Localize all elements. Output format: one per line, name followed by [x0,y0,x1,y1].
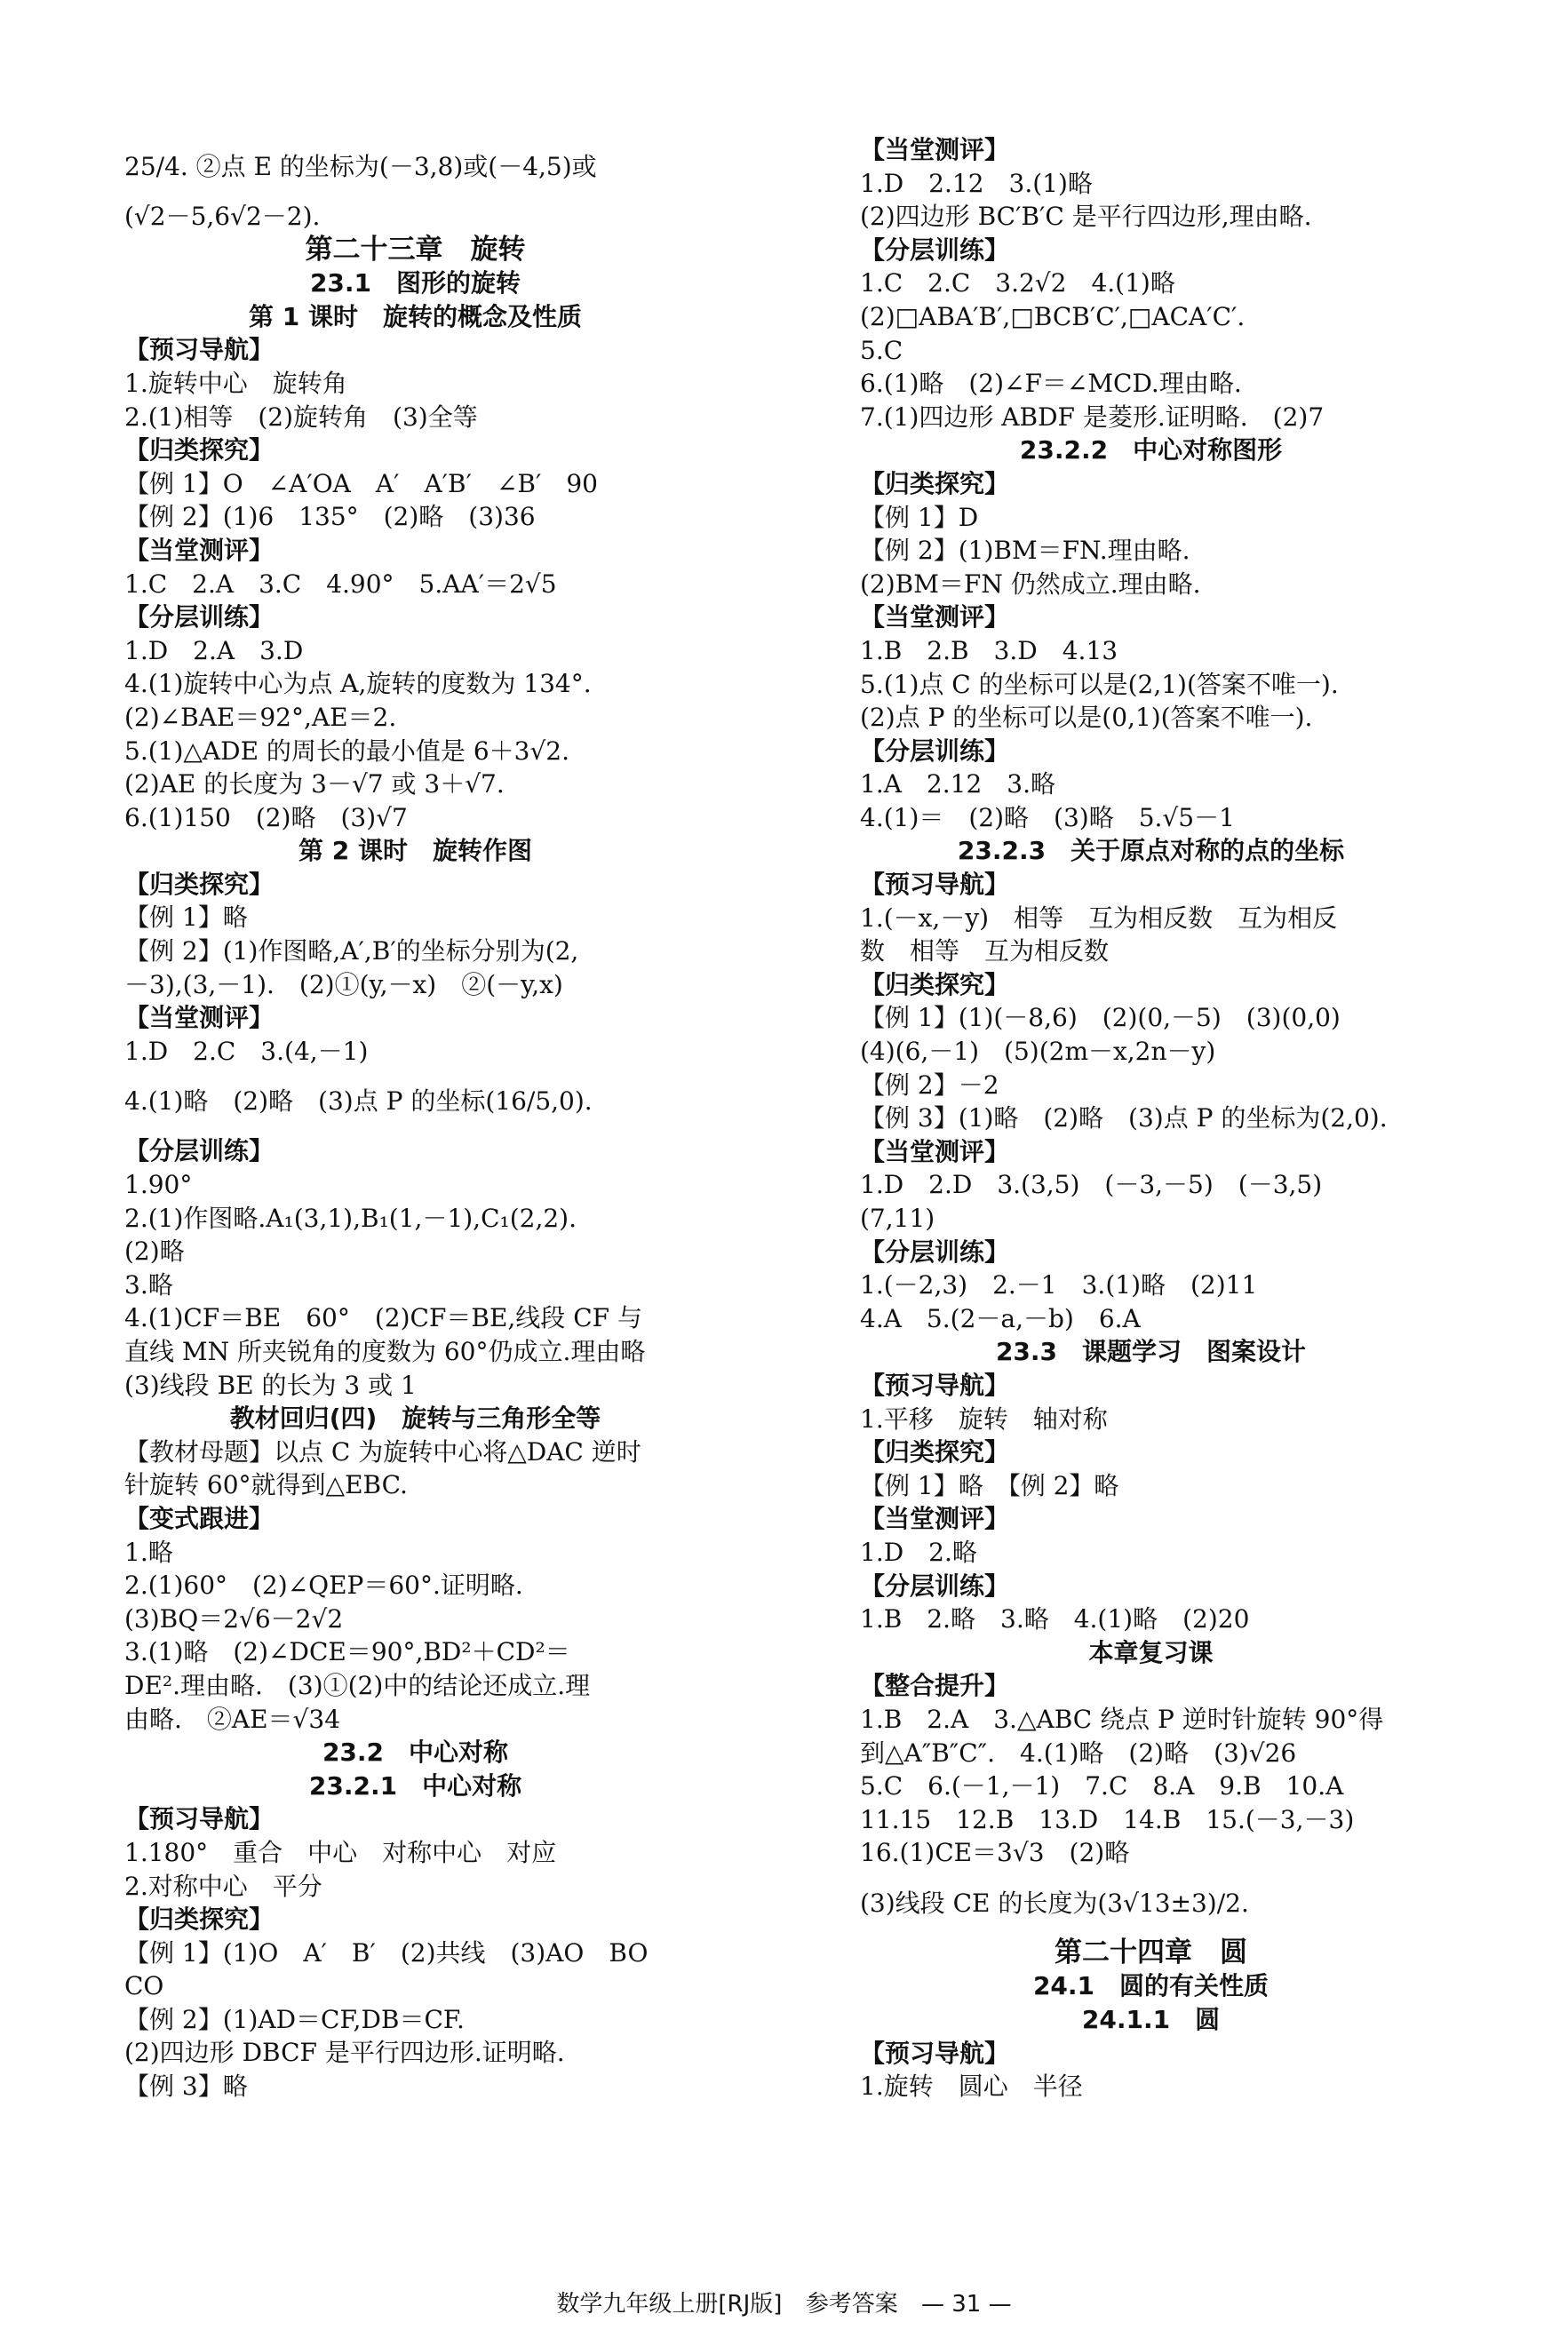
left-line: 6.(1)150 (2)略 (3)√7 [124,802,408,832]
left-line: 1.D 2.A 3.D [124,635,304,665]
left-section-heading: 【当堂测评】 [124,1003,275,1033]
left-line: 【例 3】略 [124,2072,248,2102]
right-section-heading: 【当堂测评】 [860,602,1010,632]
left-section-heading: 【分层训练】 [124,602,275,632]
left-line: 2.(1)作图略.A₁(3,1),B₁(1,－1),C₁(2,2). [124,1203,577,1233]
right-line: 1.(－2,3) 2.－1 3.(1)略 (2)11 [860,1270,1258,1300]
page-footer [0,2286,1568,2318]
right-section-heading: 【分层训练】 [860,736,1010,766]
left-lesson-title: 23.2 中心对称 [322,1738,509,1768]
right-line: 【例 3】(1)略 (2)略 (3)点 P 的坐标为(2,0). [860,1103,1388,1133]
right-lesson-title: 23.3 课题学习 图案设计 [995,1337,1307,1367]
left-line: 【例 2】(1)6 135° (2)略 (3)36 [124,502,536,532]
left-section-heading: 【预习导航】 [124,1804,275,1834]
right-line: 【例 2】－2 [860,1070,999,1100]
left-line: 1.D 2.C 3.(4,－1) [124,1036,369,1066]
right-line: (7,11) [860,1204,935,1233]
left-line: 【例 1】略 [124,903,248,933]
right-line: 1.D 2.略 [860,1537,977,1567]
left-line: 由略. ②AE＝√34 [124,1704,341,1734]
right-line: 4.(1)＝ (2)略 (3)略 5.√5－1 [860,802,1235,832]
left-line: 4.(1)CF＝BE 60° (2)CF＝BE,线段 CF 与 [124,1303,642,1333]
left-line: 1.C 2.A 3.C 4.90° 5.AA′＝2√5 [124,569,557,599]
right-line: (2)四边形 BC′B′C 是平行四边形,理由略. [860,202,1312,232]
left-line: (2)AE 的长度为 3－√7 或 3＋√7. [124,769,505,799]
right-lesson-title: 23.2.2 中心对称图形 [1019,435,1283,465]
left-line: (2)四边形 DBCF 是平行四边形.证明略. [124,2038,565,2068]
right-line: 1.平移 旋转 轴对称 [860,1404,1108,1434]
left-line: 【例 2】(1)AD＝CF,DB＝CF. [124,2004,465,2034]
right-line: 5.(1)点 C 的坐标可以是(2,1)(答案不唯一). [860,669,1339,699]
right-line: 到△A″B″C″. 4.(1)略 (2)略 (3)√26 [860,1738,1297,1768]
right-line: (2)BM＝FN 仍然成立.理由略. [860,569,1201,599]
left-lesson-title: 23.1 图形的旋转 [309,268,521,298]
right-line: 1.D 2.D 3.(3,5) (－3,－5) (－3,5) [860,1170,1323,1200]
left-line: (3)线段 BE 的长为 3 或 1 [124,1370,417,1400]
right-section-heading: 【分层训练】 [860,235,1010,265]
left-line: (2)略 [124,1237,185,1267]
left-lesson-title: 23.2.1 中心对称 [308,1770,522,1801]
footer-book: 数学九年级上册[RJ版] [556,2291,783,2318]
right-column [860,133,1442,2103]
left-line: CO [124,1971,164,2001]
right-line: 5.C 6.(－1,－1) 7.C 8.A 9.B 10.A [860,1771,1344,1801]
right-section-heading: 【归类探究】 [860,1437,1010,1467]
right-line: 1.B 2.A 3.△ABC 绕点 P 逆时针旋转 90°得 [860,1704,1384,1734]
right-line: 1.旋转 圆心 半径 [860,2072,1083,2102]
left-line: 25/4. ②点 E 的坐标为(－3,8)或(－4,5)或 [124,152,597,181]
right-lesson-title: 本章复习课 [1088,1637,1214,1667]
right-line: 【例 2】(1)BM＝FN.理由略. [860,536,1190,566]
left-line: (√2－5,6√2－2). [124,202,321,231]
right-line: 1.B 2.略 3.略 4.(1)略 (2)20 [860,1604,1250,1634]
left-line: 2.对称中心 平分 [124,1871,322,1901]
right-line: 11.15 12.B 13.D 14.B 15.(－3,－3) [860,1804,1355,1834]
right-line: (3)线段 CE 的长度为(3√13±3)/2. [860,1888,1249,1918]
left-line: 3.略 [124,1269,173,1300]
left-section-heading: 【预习导航】 [124,335,275,365]
left-line: 2.(1)60° (2)∠QEP＝60°.证明略. [124,1571,523,1601]
right-section-heading: 【当堂测评】 [860,1136,1010,1166]
left-chapter-title: 第二十三章 旋转 [305,233,526,266]
right-chapter-title: 第二十四章 圆 [1055,1936,1247,1968]
right-line: 16.(1)CE＝3√3 (2)略 [860,1838,1130,1868]
left-lesson-title: 第 2 课时 旋转作图 [298,836,532,866]
right-line: 【例 1】略 【例 2】略 [860,1470,1119,1500]
left-lesson-title: 第 1 课时 旋转的概念及性质 [249,301,582,331]
right-section-heading: 【预习导航】 [860,2038,1010,2068]
right-section-heading: 【预习导航】 [860,1370,1010,1400]
right-section-heading: 【分层训练】 [860,1571,1010,1601]
right-line: (2)点 P 的坐标可以是(0,1)(答案不唯一). [860,703,1313,733]
right-section-heading: 【归类探究】 [860,969,1010,999]
left-line: 【教材母题】以点 C 为旋转中心将△DAC 逆时 [124,1436,641,1467]
right-line: 1.B 2.B 3.D 4.13 [860,635,1118,665]
left-line: 2.(1)相等 (2)旋转角 (3)全等 [124,402,478,432]
right-line: (2)□ABA′B′,□BCB′C′,□ACA′C′. [860,301,1246,331]
left-section-heading: 【分层训练】 [124,1136,275,1166]
left-line: 【例 1】O ∠A′OA A′ A′B′ ∠B′ 90 [124,468,598,498]
left-line: 5.(1)△ADE 的周长的最小值是 6＋3√2. [124,736,570,766]
footer-section: 参考答案 [805,2291,898,2318]
left-section-heading: 【变式跟进】 [124,1503,275,1533]
left-section-heading: 【当堂测评】 [124,535,275,565]
left-line: 4.(1)略 (2)略 (3)点 P 的坐标(16/5,0). [124,1086,593,1117]
right-section-heading: 【当堂测评】 [860,135,1010,164]
left-lesson-title: 教材回归(四) 旋转与三角形全等 [229,1404,601,1434]
right-line: 【例 1】D [860,502,979,532]
right-line: 6.(1)略 (2)∠F＝∠MCD.理由略. [860,369,1242,399]
left-line: 1.旋转中心 旋转角 [124,368,347,398]
left-line: (3)BQ＝2√6－2√2 [124,1603,344,1634]
left-line: －3),(3,－1). (2)①(y,－x) ②(－y,x) [124,969,563,999]
left-line: 【例 2】(1)作图略,A′,B′的坐标分别为(2, [124,936,579,966]
right-lesson-title: 24.1.1 圆 [1081,2005,1221,2035]
left-line: DE².理由略. (3)①(2)中的结论还成立.理 [124,1670,591,1700]
left-section-heading: 【归类探究】 [124,435,275,465]
left-column [124,133,706,2103]
right-section-heading: 【分层训练】 [860,1237,1010,1267]
left-line: 1.180° 重合 中心 对称中心 对应 [124,1837,557,1867]
left-section-heading: 【归类探究】 [124,1905,275,1935]
right-lesson-title: 23.2.3 关于原点对称的点的坐标 [957,836,1345,866]
left-line: 直线 MN 所夹锐角的度数为 60°仍成立.理由略 [124,1337,646,1366]
right-line: 1.(－x,－y) 相等 互为相反数 互为相反 [860,903,1338,933]
right-line: 数 相等 互为相反数 [860,936,1110,966]
right-line: 5.C [860,335,903,365]
footer-page-number: — 31 — [920,2291,1012,2318]
right-section-heading: 【预习导航】 [860,870,1010,900]
right-section-heading: 【归类探究】 [860,468,1010,498]
right-line: 4.A 5.(2－a,－b) 6.A [860,1303,1141,1333]
left-line: 1.90° [124,1170,193,1200]
right-line: 7.(1)四边形 ABDF 是菱形.证明略. (2)7 [860,402,1325,432]
right-line: (4)(6,－1) (5)(2m－x,2n－y) [860,1037,1216,1067]
left-line: 【例 1】(1)O A′ B′ (2)共线 (3)AO BO [124,1937,649,1968]
right-section-heading: 【整合提升】 [860,1671,1010,1701]
right-line: 1.A 2.12 3.略 [860,769,1055,799]
right-line: 1.D 2.12 3.(1)略 [860,168,1093,198]
right-lesson-title: 24.1 圆的有关性质 [1032,1971,1270,2001]
left-line: 针旋转 60°就得到△EBC. [124,1470,408,1500]
right-line: 1.C 2.C 3.2√2 4.(1)略 [860,268,1175,298]
right-line: 【例 1】(1)(－8,6) (2)(0,－5) (3)(0,0) [860,1003,1341,1033]
left-line: 1.略 [124,1537,173,1567]
right-section-heading: 【当堂测评】 [860,1504,1010,1534]
left-line: 4.(1)旋转中心为点 A,旋转的度数为 134°. [124,669,592,699]
left-line: 3.(1)略 (2)∠DCE＝90°,BD²＋CD²＝ [124,1637,570,1667]
left-section-heading: 【归类探究】 [124,869,275,899]
left-line: (2)∠BAE＝92°,AE＝2. [124,702,397,732]
